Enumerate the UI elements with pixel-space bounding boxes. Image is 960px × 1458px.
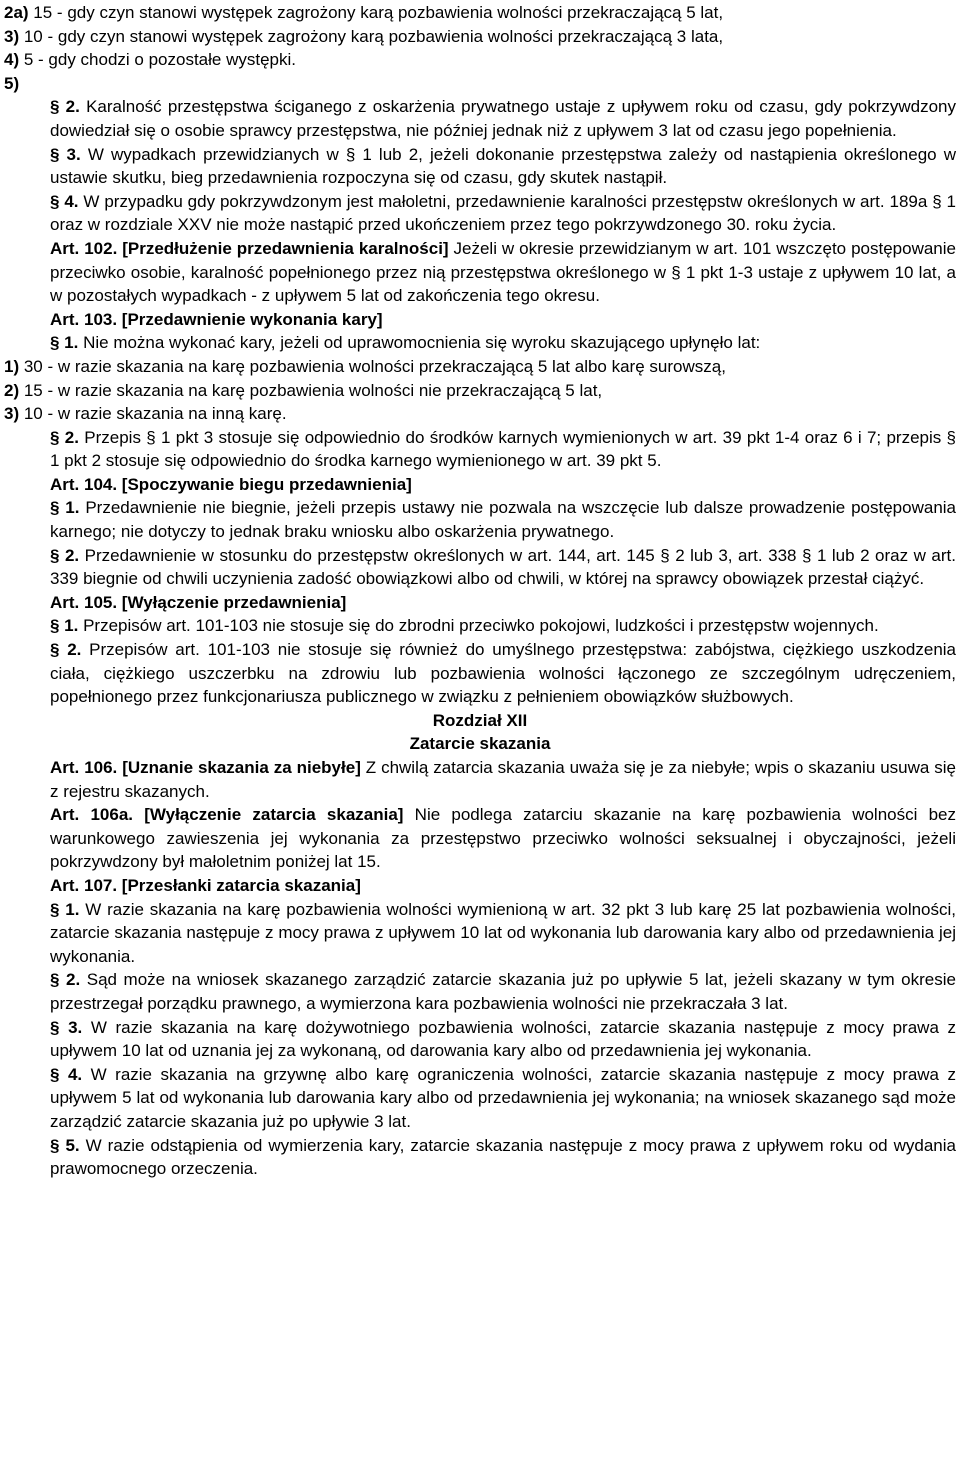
paragraph-text: W razie skazania na grzywnę albo karę ograniczenia wolności, zatarcie skazania następuje z mocy prawa z upływem 5 lat od wykonania lub darowania kary albo od przedawnienia jej wykonania; na wniosek skazanego sąd może zarządzić zatarcie skazania już po upływie 3 lat. — [50, 1064, 956, 1131]
bold-label: 5) — [4, 73, 20, 93]
bold-label: § 2. — [50, 970, 81, 990]
paragraph — [4, 1016, 956, 1063]
paragraph — [4, 1, 956, 25]
paragraph-text: Przepis § 1 pkt 3 stosuje się odpowiednio do środków karnych wymienionych w art. 39 pkt 1-4 oraz 6 i 7; przepis § 1 pkt 2 stosuje się odpowiednio do środka karnego wymienionego w art. 39 pkt 5. — [50, 427, 957, 471]
bold-label: § 1. — [50, 899, 80, 919]
bold-label: 3) — [4, 404, 20, 424]
bold-label: § 2. — [50, 640, 82, 660]
paragraph — [4, 48, 956, 72]
paragraph-text: 15 - gdy czyn stanowi występek zagrożony karą pozbawienia wolności przekraczającą 5 lat, — [28, 3, 724, 22]
paragraph-text: 30 - w razie skazania na karę pozbawienia wolności przekraczającą 5 lat albo karę surowszą, — [19, 356, 726, 376]
paragraph — [4, 756, 956, 803]
bold-label: 1) — [4, 356, 20, 376]
paragraph-text: W przypadku gdy pokrzywdzonym jest małoletni, przedawnienie karalności przestępstw określonych w art. 189a § 1 oraz w rozdziale XXV nie może nastąpić przed ukończeniem przez tego pokrzywdzonego 30. roku życia. — [50, 191, 956, 235]
paragraph — [4, 72, 956, 96]
paragraph-text: Nie podlega zatarciu skazanie na karę pozbawienia wolności bez warunkowego zawieszenia jej wykonania za przestępstwo przeciwko wolności seksualnej i obyczajności, jeżeli pokrzywdzony był małoletnim poniżej lat 15. — [50, 805, 956, 872]
bold-label: § 2. — [50, 545, 80, 565]
bold-label: § 1. — [50, 333, 79, 353]
bold-label: § 4. — [50, 1064, 83, 1084]
bold-label: Art. 106. [Uznanie skazania za niebyłe] — [50, 758, 361, 777]
bold-label: § 3. — [50, 1017, 83, 1037]
paragraph — [4, 874, 956, 898]
bold-label: 2) — [4, 380, 20, 400]
bold-label: § 3. — [50, 144, 81, 164]
bold-label: § 2. — [50, 97, 80, 117]
paragraph-text: Nie można wykonać kary, jeżeli od uprawomocnienia się wyroku skazującego upłynęło lat: — [78, 333, 761, 353]
bold-label: 4) — [4, 50, 20, 70]
paragraph — [4, 638, 956, 709]
paragraph-text: W razie skazania na karę pozbawienia wolności wymienioną w art. 32 pkt 3 lub karę 25 lat pozbawienia wolności, zatarcie skazania następuje z mocy prawa z upływem 10 lat od wykonania lub darowania kary albo od przedawnienia jej wykonania. — [50, 899, 957, 966]
bold-label: Art. 103. [Przedawnienie wykonania kary] — [50, 309, 383, 329]
chapter-heading — [4, 709, 956, 733]
bold-label: Art. 107. [Przesłanki zatarcia skazania] — [50, 875, 361, 895]
chapter-heading — [4, 732, 956, 756]
paragraph-text: Jeżeli w okresie przewidzianym w art. 101 wszczęto postępowanie przeciwko osobie, karalność popełnionego przez nią przestępstwa określonego w § 1 pkt 1-3 ustaje z upływem 10 lat, a w pozostałych wypadkach - z upływem 5 lat od zakończenia tego okresu. — [50, 238, 956, 306]
paragraph — [4, 614, 956, 638]
paragraph-text: W wypadkach przewidzianych w § 1 lub 2, jeżeli dokonanie przestępstwa zależy od nastąpienia określonego w ustawie skutku, bieg przedawnienia rozpoczyna się od czasu, gdy skutek nastąpił. — [50, 144, 956, 188]
paragraph-text: Karalność przestępstwa ściganego z oskarżenia prywatnego ustaje z upływem roku od czasu, gdy pokrzywdzony dowiedział się o osobie sprawcy przestępstwa, nie później jednak niż z upływem 3 lat od czasu jego popełnienia. — [50, 97, 956, 140]
paragraph-text: Sąd może na wniosek skazanego zarządzić zatarcie skazania już po upływie 5 lat, jeżeli skazany w tym okresie przestrzegał porządku prawnego, a wymierzona kara pozbawienia wolności nie przekraczała 3 lat. — [50, 970, 956, 1013]
paragraph — [4, 473, 956, 497]
paragraph-text: 10 - gdy czyn stanowi występek zagrożony karą pozbawienia wolności przekraczającą 3 lata, — [19, 26, 724, 46]
paragraph-text: 10 - w razie skazania na inną karę. — [19, 404, 287, 424]
paragraph-text: Przepisów art. 101-103 nie stosuje się do zbrodni przeciwko pokojowi, ludzkości i przestępstw wojennych. — [78, 616, 879, 636]
paragraph — [4, 331, 956, 355]
paragraph — [4, 968, 956, 1015]
paragraph-text: 5 - gdy chodzi o pozostałe występki. — [19, 50, 296, 70]
bold-label: § 1. — [50, 616, 79, 636]
paragraph — [4, 591, 956, 615]
paragraph — [4, 237, 956, 308]
paragraph — [4, 95, 956, 142]
paragraph — [4, 402, 956, 426]
document-body — [4, 0, 956, 1181]
bold-label: Art. 105. [Wyłączenie przedawnienia] — [50, 592, 347, 612]
paragraph — [4, 496, 956, 543]
paragraph — [4, 355, 956, 379]
bold-label: 2a) — [4, 3, 29, 22]
bold-label: § 4. — [50, 191, 79, 211]
bold-label: § 2. — [50, 427, 79, 447]
paragraph-text: Przepisów art. 101-103 nie stosuje się również do umyślnego przestępstwa: zabójstwa, ciężkiego uszkodzenia ciała, ciężkiego uszczerbku na zdrowiu lub pozbawienia wolności łączonego ze szczególnym udręczeniem, popełnionego przez funkcjonariusza publicznego w związku z pełnieniem obowiązków służbowych. — [50, 640, 957, 707]
paragraph — [4, 803, 956, 874]
paragraph — [4, 379, 956, 403]
bold-label: Art. 106a. [Wyłączenie zatarcia skazania] — [50, 805, 404, 825]
paragraph-text: Przedawnienie nie biegnie, jeżeli przepis ustawy nie pozwala na wszczęcie lub dalsze prowadzenie postępowania karnego; nie dotyczy to jednak braku wniosku albo oskarżenia prywatnego. — [50, 498, 957, 542]
paragraph — [4, 190, 956, 237]
bold-label: Art. 104. [Spoczywanie biegu przedawnienia] — [50, 474, 412, 494]
paragraph — [4, 1134, 956, 1181]
paragraph — [4, 25, 956, 49]
bold-label: Rozdział XII — [432, 710, 528, 730]
bold-label: Zatarcie skazania — [409, 734, 551, 754]
paragraph — [4, 898, 956, 969]
bold-label: 3) — [4, 26, 20, 46]
paragraph-text: Przedawnienie w stosunku do przestępstw określonych w art. 144, art. 145 § 2 lub 3, art. 338 § 1 lub 2 oraz w art. 339 biegnie od chwili uczynienia zadość obowiązkowi albo od chwili, w której na sprawcy obowiązek przestał ciążyć. — [50, 545, 956, 589]
paragraph — [4, 544, 956, 591]
paragraph-text: Z chwilą zatarcia skazania uważa się je za niebyłe; wpis o skazaniu usuwa się z rejestru skazanych. — [50, 758, 956, 801]
bold-label: § 5. — [50, 1135, 80, 1155]
bold-label: Art. 102. [Przedłużenie przedawnienia karalności] — [50, 238, 449, 258]
paragraph-text: 15 - w razie skazania na karę pozbawienia wolności nie przekraczającą 5 lat, — [19, 380, 603, 400]
paragraph-text: W razie odstąpienia od wymierzenia kary, zatarcie skazania następuje z mocy prawa z upływem roku od wydania prawomocnego orzeczenia. — [50, 1135, 956, 1179]
paragraph-text: W razie skazania na karę dożywotniego pozbawienia wolności, zatarcie skazania następuje z mocy prawa z upływem 10 lat od uznania jej za wykonaną, od darowania kary albo od przedawnienia jej wykonania. — [50, 1017, 957, 1061]
paragraph — [4, 1063, 956, 1134]
paragraph — [4, 426, 956, 473]
paragraph — [4, 308, 956, 332]
bold-label: § 1. — [50, 498, 80, 518]
paragraph — [4, 143, 956, 190]
